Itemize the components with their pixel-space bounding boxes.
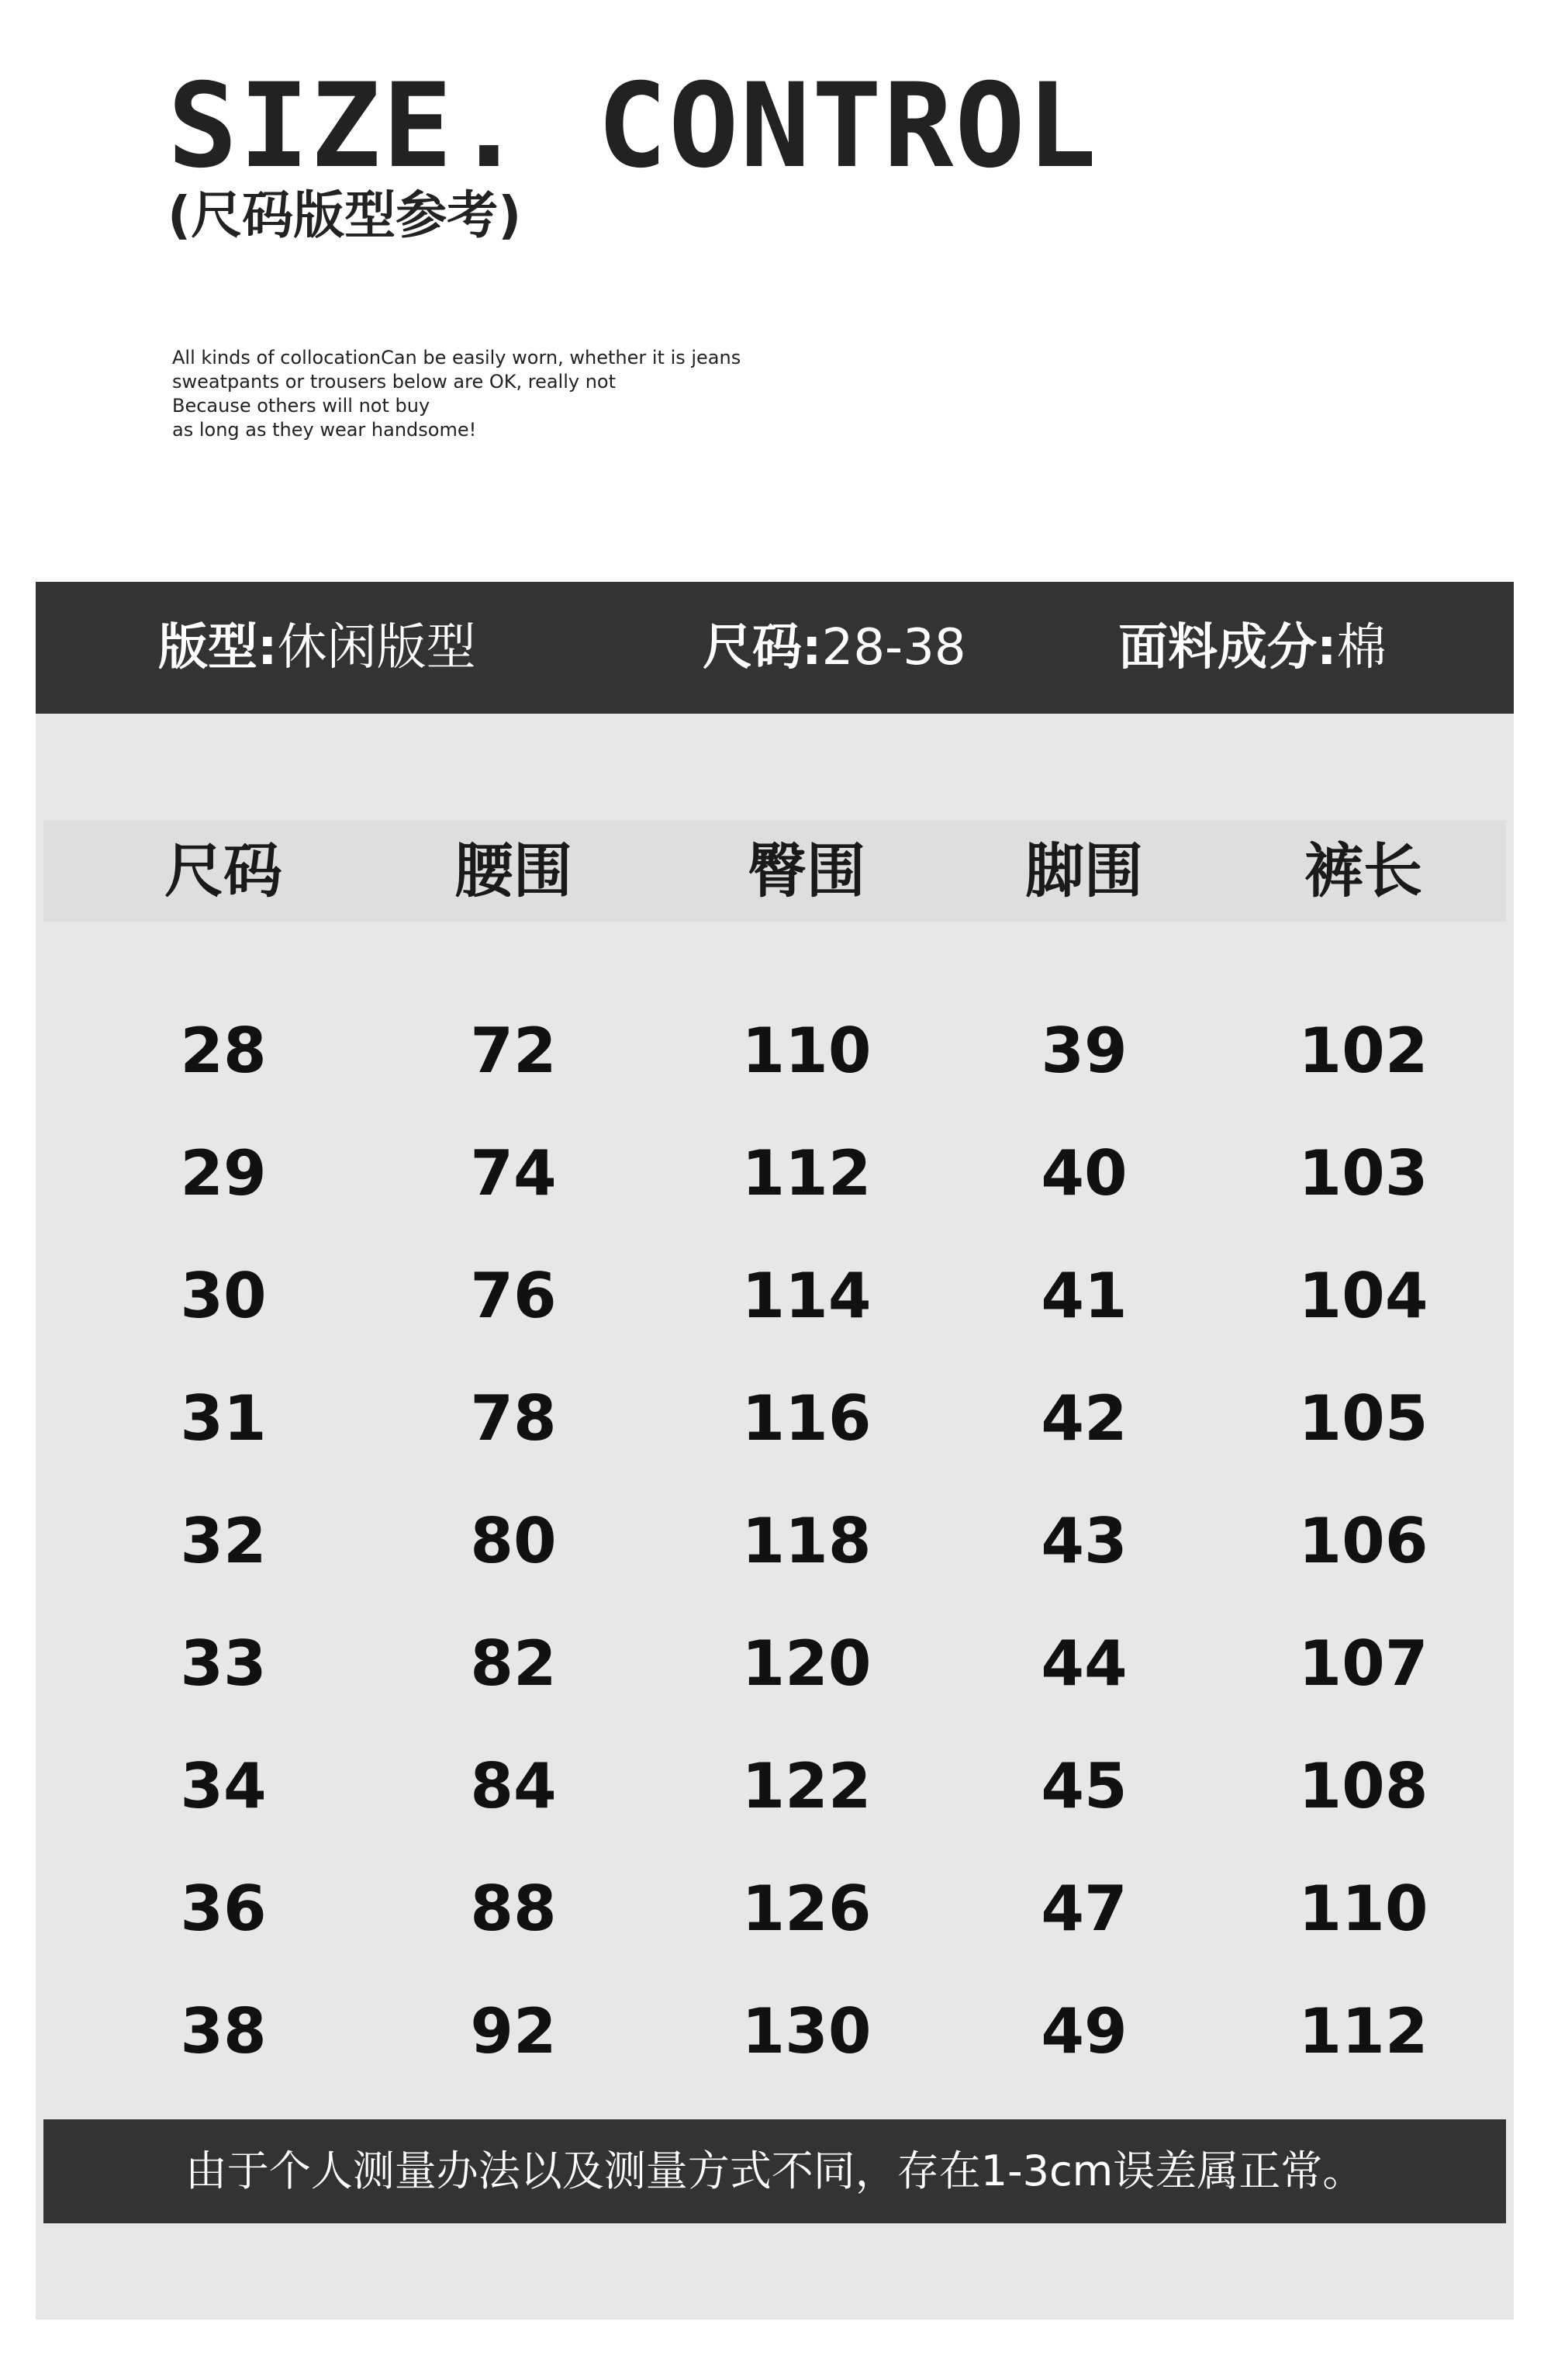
fabric-label: 面料成分: (1118, 619, 1337, 676)
table-cell-hip: 116 (741, 1382, 872, 1455)
table-cell-hip: 112 (741, 1137, 872, 1209)
table-cell-hip: 120 (741, 1628, 872, 1700)
table-row (43, 1480, 1506, 1603)
table-cell-waist: 84 (470, 1750, 557, 1822)
table-cell-length: 108 (1298, 1750, 1428, 1822)
table-cell-length: 107 (1298, 1628, 1428, 1700)
table-cell-hip: 122 (741, 1750, 872, 1822)
column-header-size: 尺码 (164, 836, 282, 905)
table-cell-size: 33 (180, 1628, 267, 1700)
fit-info (158, 582, 476, 714)
table-cell-size: 29 (180, 1137, 267, 1209)
table-row (43, 1603, 1506, 1725)
table-cell-leg-opening: 39 (1041, 1015, 1128, 1087)
table-cell-length: 103 (1298, 1137, 1428, 1209)
table-cell-leg-opening: 42 (1041, 1382, 1128, 1455)
description-line: Because others will not buy (172, 395, 430, 417)
table-cell-size: 28 (180, 1015, 267, 1087)
size-range-info (703, 582, 966, 714)
table-cell-hip: 114 (741, 1260, 872, 1332)
table-cell-length: 105 (1298, 1382, 1428, 1455)
table-cell-length: 102 (1298, 1015, 1428, 1087)
table-cell-waist: 82 (470, 1628, 557, 1700)
table-row (43, 1848, 1506, 1970)
table-row (43, 1725, 1506, 1848)
table-row (43, 990, 1506, 1112)
table-cell-size: 34 (180, 1750, 267, 1822)
table-cell-hip: 118 (741, 1505, 872, 1577)
table-header-row (43, 821, 1506, 922)
table-cell-size: 31 (180, 1382, 267, 1455)
product-info-bar (36, 582, 1514, 714)
size-range-label: 尺码: (703, 619, 822, 676)
fabric-info (1118, 582, 1387, 714)
table-cell-length: 106 (1298, 1505, 1428, 1577)
table-row (43, 1358, 1506, 1480)
table-cell-hip: 110 (741, 1015, 872, 1087)
table-row (43, 1112, 1506, 1235)
table-cell-length: 112 (1298, 1995, 1428, 2067)
table-cell-hip: 126 (741, 1873, 872, 1945)
table-cell-waist: 74 (470, 1137, 557, 1209)
table-cell-waist: 80 (470, 1505, 557, 1577)
table-cell-waist: 76 (470, 1260, 557, 1332)
table-cell-length: 104 (1298, 1260, 1428, 1332)
description-text (172, 346, 870, 442)
column-header-leg-opening: 脚围 (1025, 836, 1143, 905)
table-cell-leg-opening: 43 (1041, 1505, 1128, 1577)
description-line: sweatpants or trousers below are OK, really not (172, 371, 617, 393)
table-row (43, 1235, 1506, 1358)
fit-value: 休闲版型 (277, 619, 476, 676)
description-line: All kinds of collocationCan be easily worn, whether it is jeans (172, 347, 741, 368)
column-header-waist: 腰围 (454, 836, 572, 905)
table-cell-size: 32 (180, 1505, 267, 1577)
table-cell-leg-opening: 49 (1041, 1995, 1128, 2067)
table-cell-size: 38 (180, 1995, 267, 2067)
table-cell-waist: 88 (470, 1873, 557, 1945)
page-subtitle: (尺码版型参考) (168, 185, 522, 245)
page-title: SIZE. CONTROL (168, 59, 1098, 194)
column-header-hip: 臀围 (748, 836, 865, 905)
measurement-note: 由于个人测量办法以及测量方式不同，存在1-3cm误差属正常。 (43, 2119, 1506, 2223)
table-cell-leg-opening: 41 (1041, 1260, 1128, 1332)
table-cell-hip: 130 (741, 1995, 872, 2067)
fabric-value: 棉 (1336, 619, 1387, 676)
table-cell-size: 36 (180, 1873, 267, 1945)
description-line: as long as they wear handsome! (172, 419, 477, 441)
table-row (43, 1970, 1506, 2093)
table-cell-waist: 72 (470, 1015, 557, 1087)
table-cell-size: 30 (180, 1260, 267, 1332)
table-cell-waist: 92 (470, 1995, 557, 2067)
table-cell-leg-opening: 45 (1041, 1750, 1128, 1822)
table-cell-length: 110 (1298, 1873, 1428, 1945)
table-cell-leg-opening: 40 (1041, 1137, 1128, 1209)
table-cell-leg-opening: 44 (1041, 1628, 1128, 1700)
fit-label: 版型: (158, 619, 278, 676)
column-header-length: 裤长 (1304, 836, 1422, 905)
size-range-value: 28-38 (821, 619, 966, 676)
table-cell-leg-opening: 47 (1041, 1873, 1128, 1945)
table-cell-waist: 78 (470, 1382, 557, 1455)
